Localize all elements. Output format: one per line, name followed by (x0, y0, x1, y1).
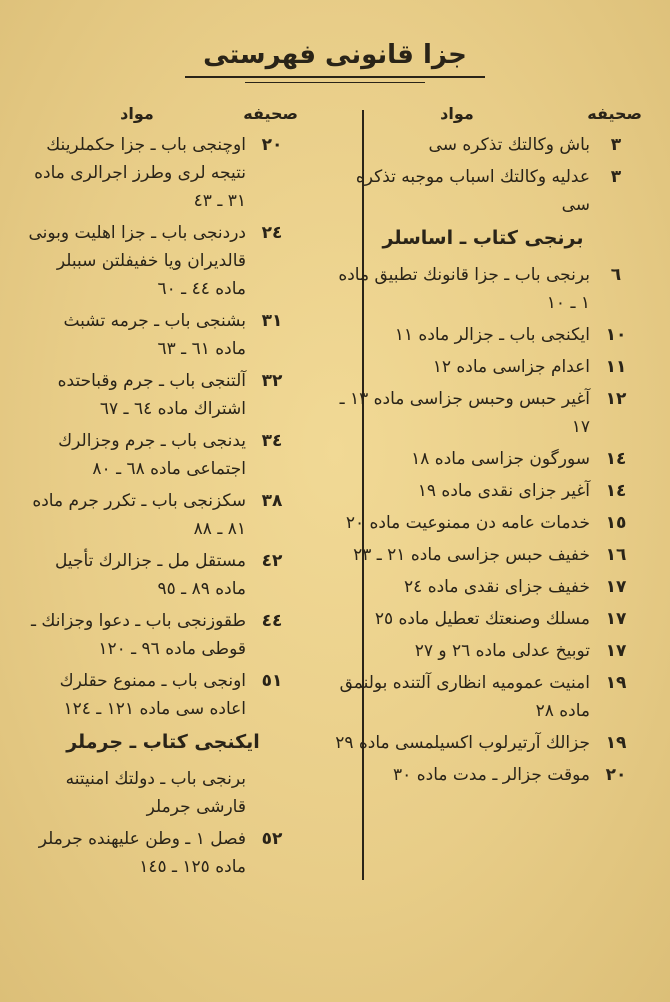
toc-entry (324, 637, 642, 665)
toc-entry (28, 307, 298, 363)
entry-page: ٢٤ (261, 223, 283, 243)
right-column-header (324, 104, 642, 123)
toc-entry (324, 729, 642, 757)
entry-text: امنیت عمومیه انظاری آلتنده بولنمق ماده ٢٨ (339, 673, 590, 721)
entry-page: ٢٠ (261, 135, 283, 155)
entry-page: ٥١ (261, 671, 283, 691)
entry-page: ١٩ (605, 733, 627, 753)
entry-page: ١٠ (605, 325, 627, 345)
toc-entry (28, 667, 298, 723)
toc-entry (324, 573, 642, 601)
entry-page: ١٤ (605, 449, 627, 469)
toc-entry (324, 541, 642, 569)
entry-text: آغیر جزای نقدی ماده ١٩ (417, 481, 590, 501)
toc-entry (324, 261, 642, 317)
page-col-header: صحیفه (587, 104, 642, 123)
entry-page: ٣١ (261, 311, 283, 331)
toc-entry (28, 547, 298, 603)
entry-text: موقت جزالر ـ مدت ماده ٣٠ (393, 765, 590, 785)
entry-page: ١٤ (605, 481, 627, 501)
toc-entry (28, 487, 298, 543)
entry-page: ٤٢ (261, 551, 283, 571)
entry-page: ١٥ (605, 513, 627, 533)
entry-page: ١٧ (605, 641, 627, 661)
entry-text: آلتنجی باب ـ جرم وقباحتده اشتراك ماده ٦٤ ـ ٦٧ (57, 371, 246, 419)
toc-entry (28, 219, 298, 303)
entry-text: اونجی باب ـ ممنوع حقلرك اعاده سی ماده ١٢١ ـ ١٢٤ (59, 671, 246, 719)
entry-text: سورگون جزاسی ماده ١٨ (411, 449, 590, 469)
entry-text: یدنجی باب ـ جرم وجزالرك اجتماعی ماده ٦٨ ـ ٨٠ (58, 431, 246, 479)
section-heading: برنجی كتاب ـ اساسلر (382, 227, 584, 249)
entry-page: ٥٢ (261, 829, 283, 849)
entry-page: ٢٠ (605, 765, 627, 785)
entry-text: برنجی باب ـ جزا قانونك تطبیق ماده ١ ـ ١٠ (338, 265, 590, 313)
page-col-header: صحیفه (243, 104, 298, 123)
entry-page: ٣ (610, 135, 622, 155)
toc-entry (324, 163, 642, 219)
entry-text: خفیف جزای نقدی ماده ٢٤ (404, 577, 590, 597)
entry-text: طقوزنجی باب ـ دعوا وجزانك ـ قوطی ماده ٩٦ ـ ١٢٠ (31, 611, 246, 659)
entry-page: ١٧ (605, 609, 627, 629)
entry-page: ١٢ (605, 389, 627, 409)
right-column (324, 104, 642, 793)
toc-entry (28, 765, 298, 821)
toc-entry (324, 669, 642, 725)
entry-page: ٣٨ (261, 491, 283, 511)
entry-text: مسلك وصنعتك تعطیل ماده ٢٥ (374, 609, 590, 629)
entry-text: اعدام جزاسی ماده ١٢ (432, 357, 590, 377)
material-col-header: مواد (440, 104, 474, 123)
title-underline (245, 82, 425, 83)
entry-text: دردنجی باب ـ جزا اهلیت وبونی قالدیران ویا خفیفلتن سببلر ماده ٤٤ ـ ٦٠ (28, 223, 246, 299)
toc-entry (28, 825, 298, 881)
entry-text: فصل ١ ـ وطن علیهنده جرملر ماده ١٢٥ ـ ١٤٥ (38, 829, 246, 877)
material-col-header: مواد (120, 104, 154, 123)
left-column (28, 104, 298, 885)
toc-entry (324, 477, 642, 505)
page-title: جزا قانونی فهرستی (185, 40, 485, 78)
entry-text: عدلیه وكالتك اسباب موجبه تذكره سی (355, 167, 590, 215)
toc-entry (28, 367, 298, 423)
entry-page: ٣٤ (261, 431, 283, 451)
toc-entry (324, 321, 642, 349)
entry-page: ٦ (610, 265, 622, 285)
entry-text: توبیخ عدلی ماده ٢٦ و ٢٧ (414, 641, 590, 661)
entry-page: ١٩ (605, 673, 627, 693)
entry-page: ١٦ (605, 545, 627, 565)
entry-page: ١٧ (605, 577, 627, 597)
toc-entry (28, 607, 298, 663)
entry-text: برنجی باب ـ دولتك امنیتنه قارشی جرملر (65, 769, 246, 817)
entry-page: ١١ (605, 357, 627, 377)
entry-text: خدمات عامه دن ممنوعیت ماده ٢٠ (345, 513, 590, 533)
entry-page: ٣ (610, 167, 622, 187)
entry-page: ٤٤ (261, 611, 283, 631)
toc-entry (324, 385, 642, 441)
entry-text: سكزنجی باب ـ تكرر جرم ماده ٨١ ـ ٨٨ (32, 491, 246, 539)
toc-entry (324, 509, 642, 537)
toc-entry (28, 427, 298, 483)
entry-page: ٣٢ (261, 371, 283, 391)
toc-entry (28, 131, 298, 215)
entry-text: باش وكالتك تذكره سی (428, 135, 590, 155)
entry-text: جزالك آرتیرلوب اكسیلمسی ماده ٢٩ (335, 733, 590, 753)
title-block (0, 40, 670, 83)
toc-entry (324, 131, 642, 159)
left-column-header (28, 104, 298, 123)
entry-text: ایكنجی باب ـ جزالر ماده ١١ (394, 325, 590, 345)
toc-entry (324, 445, 642, 473)
entry-text: خفیف حبس جزاسی ماده ٢١ ـ ٢٣ (353, 545, 590, 565)
entry-text: اوچنجی باب ـ جزا حكملرینك نتیجه لری وطرز اجرالری ماده ٣١ ـ ٤٣ (34, 135, 246, 211)
entry-text: بشنجی باب ـ جرمه تشبث ماده ٦١ ـ ٦٣ (63, 311, 246, 359)
toc-entry (324, 761, 642, 789)
toc-entry (324, 353, 642, 381)
section-heading: ایكنجی كتاب ـ جرملر (66, 731, 260, 753)
entry-text: آغیر حبس وحبس جزاسی ماده ١٣ ـ ١٧ (339, 389, 590, 437)
entry-text: مستقل مل ـ جزالرك تأجیل ماده ٨٩ ـ ٩٥ (54, 551, 246, 599)
toc-entry (324, 605, 642, 633)
